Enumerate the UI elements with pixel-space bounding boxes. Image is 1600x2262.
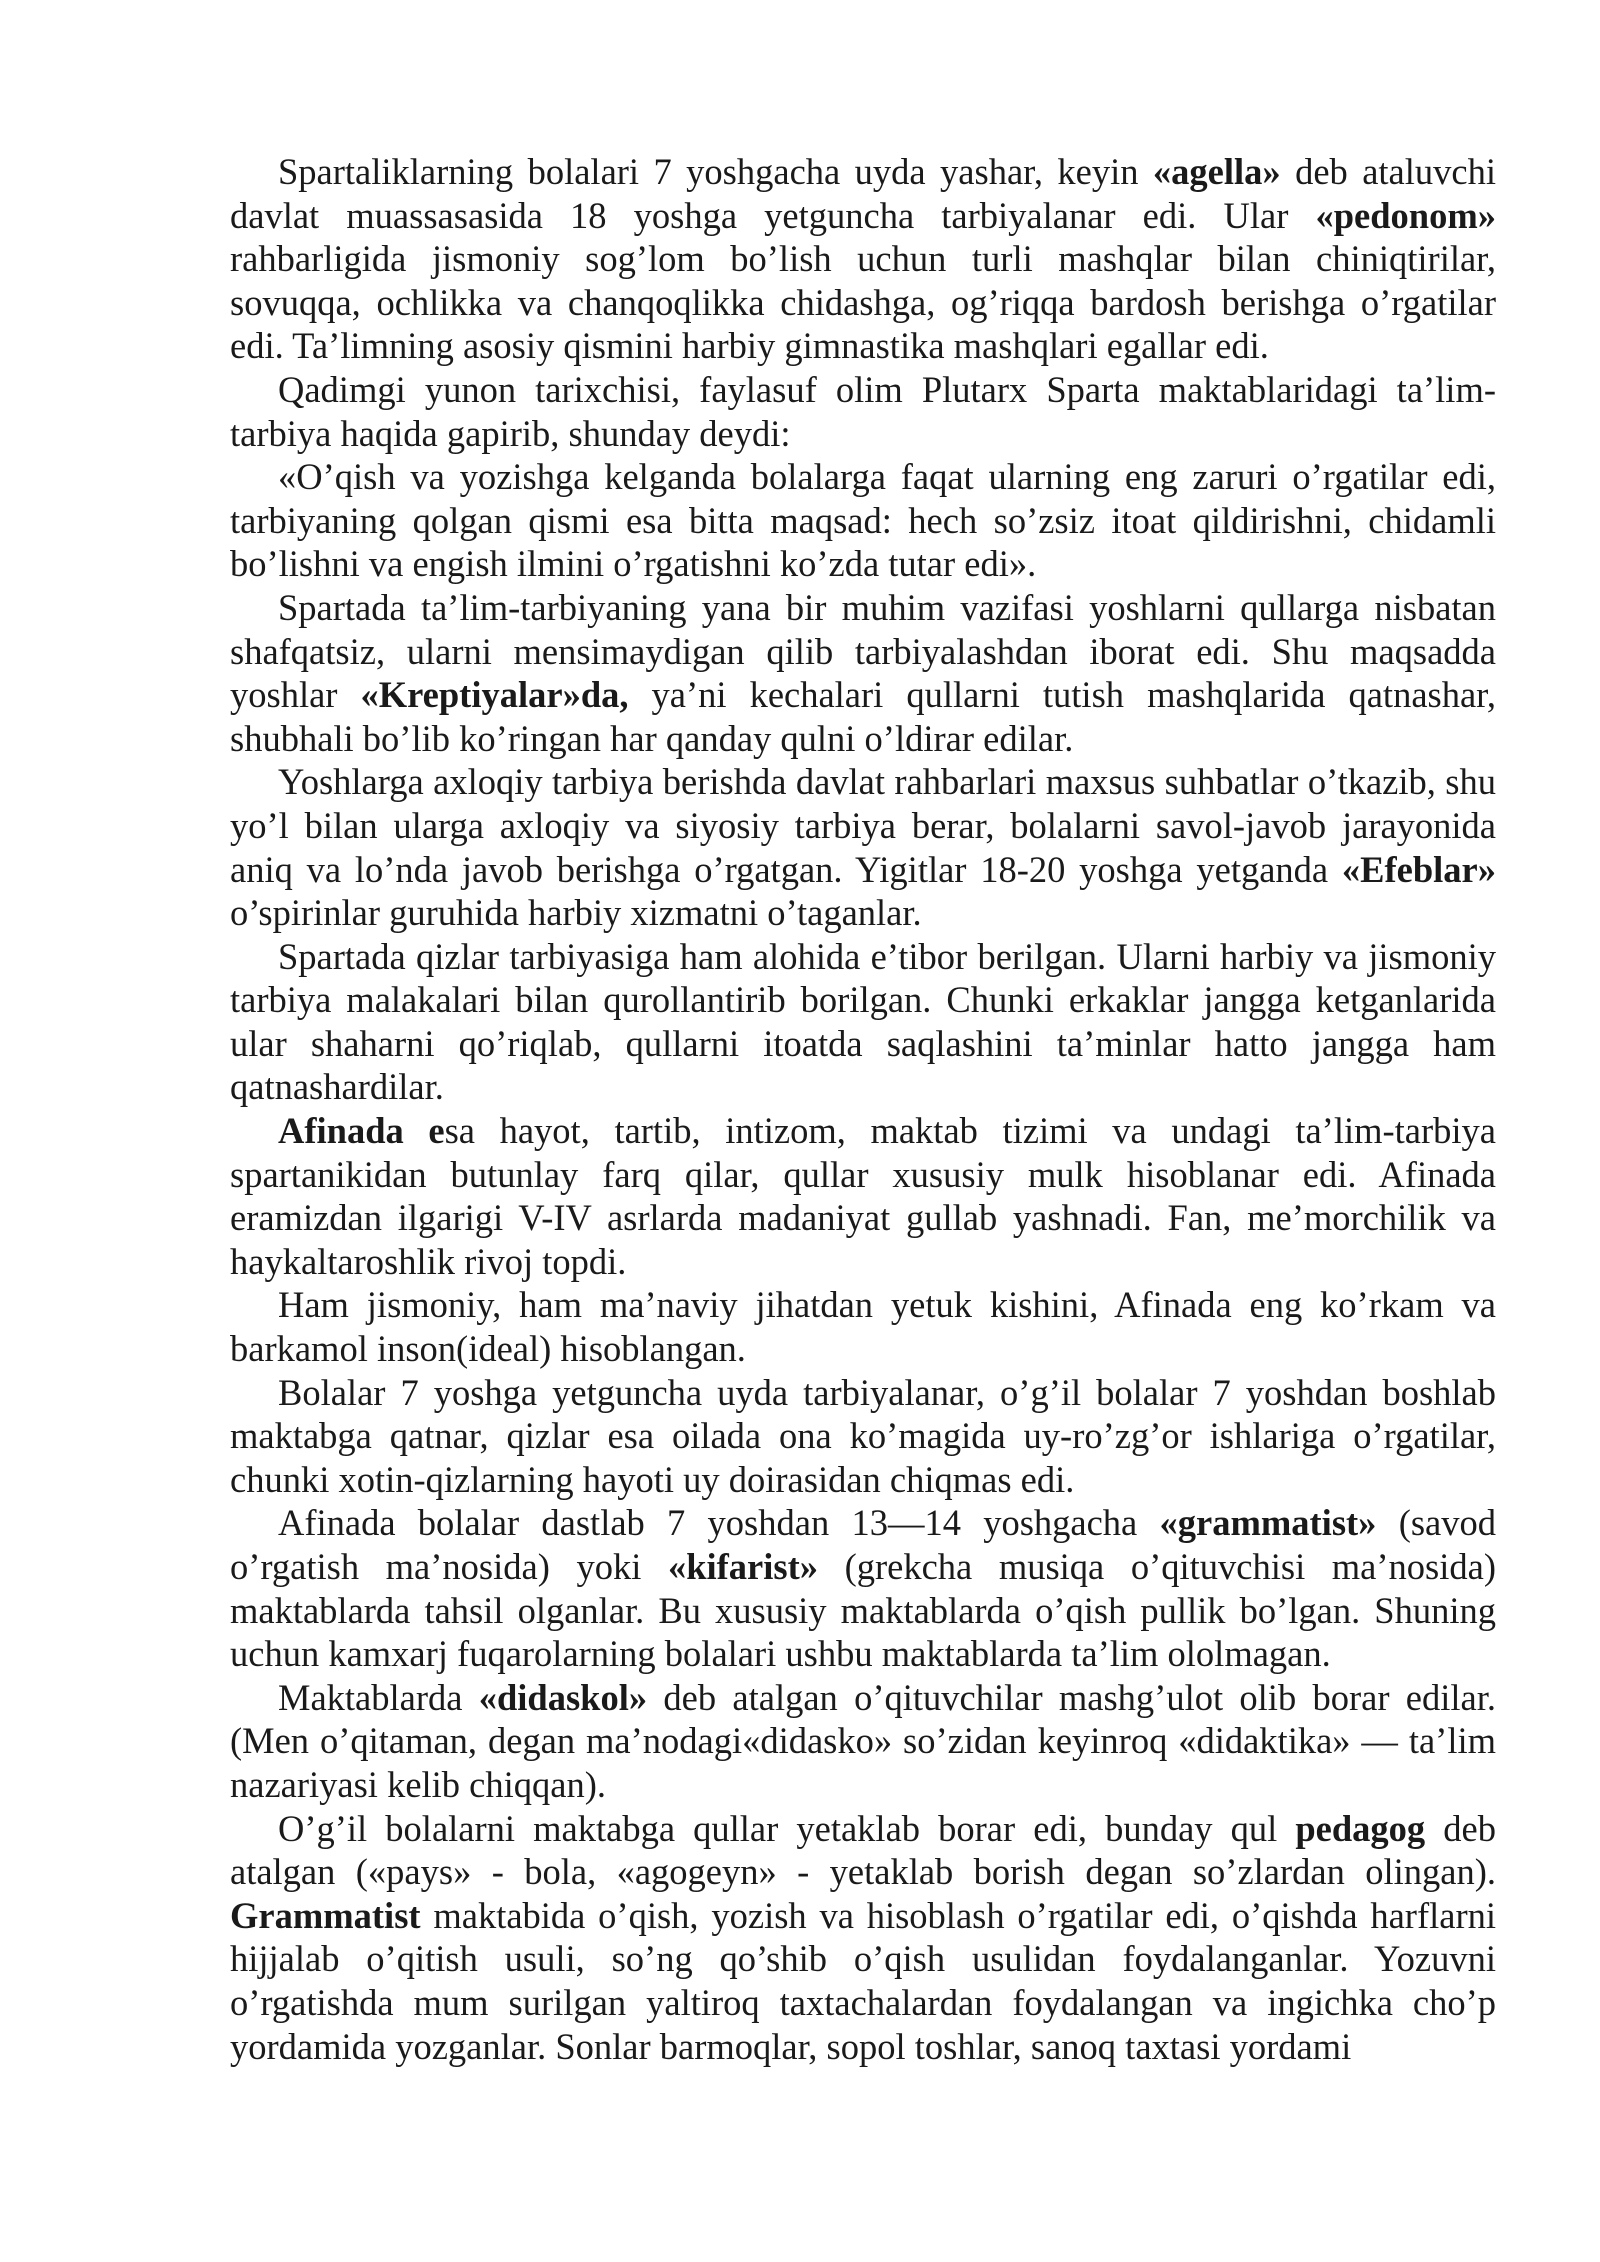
paragraph-plutarx-intro (230, 368, 1496, 455)
text-run: Ham jismoniy, ham ma’naviy jihatdan yetuk kishini, Afinada eng ko’rkam va barkamol inson(ideal) hisoblangan. (230, 1284, 1496, 1370)
paragraph-afinada (230, 1109, 1496, 1283)
term-didaskol: «didaskol» (478, 1676, 648, 1718)
document-page (230, 150, 1496, 2068)
text-run: Afinada bolalar dastlab 7 yoshdan 13—14 yoshgacha (278, 1502, 1160, 1544)
text-run: Maktablarda (278, 1676, 479, 1718)
text-run: Bolalar 7 yoshga yetguncha uyda tarbiyalanar, o’g’il bolalar 7 yoshdan boshlab maktabga qatnar, qizlar esa oilada ona ko’magida uy-ro’zg’or ishlariga o’rgatilar, chunki xotin-qizlarning hayoti uy doirasidan chiqmas edi. (230, 1371, 1496, 1500)
text-run: «O’qish va yozishga kelganda bolalarga faqat ularning eng zaruri o’rgatilar edi, tarbiyaning qolgan qismi esa bitta maqsad: hech so’zsiz itoat qildirishni, chidamli bo’lishni va engish ilmini o’rgatishni ko’zda tutar edi». (230, 456, 1496, 585)
term-grammatist-school: Grammatist (230, 1894, 421, 1936)
paragraph-plutarx-quote (230, 455, 1496, 586)
term-efeblar: «Efeblar» (1341, 848, 1496, 890)
text-run: O’g’il bolalarni maktabga qullar yetaklab borar edi, bunday qul (278, 1807, 1296, 1849)
text-run: deb atalgan («pays» - bola, «agogeyn» - yetaklab borish degan so’zlardan olingan). (230, 1807, 1496, 1893)
text-run: ya’ni kechalari qullarni tutish mashqlarida qatnashar, shubhali bo’lib ko’ringan har qanday qulni o’ldirar edilar. (230, 674, 1497, 759)
term-pedonom: «pedonom» (1315, 194, 1496, 236)
text-run: Spartada ta’lim-tarbiyaning yana bir muhim vazifasi yoshlarni qullarga nisbatan shafqatsiz, ularni mensimaydigan qilib tarbiyalashdan iborat edi. Shu maqsadda yoshlar (230, 586, 1496, 716)
term-kreptiyalar: «Kreptiyalar»da, (360, 674, 629, 716)
text-run: Spartada qizlar tarbiyasiga ham alohida e’tibor berilgan. Ularni harbiy va jismoniy tarbiya malakalari bilan qurollantirib borilgan. Chunki erkaklar jangga ketganlarida ular shaharni qo’riqlab, qullarni itoatda saqlashini ta’minlar hatto jangga ham qatnashardilar. (230, 935, 1496, 1108)
paragraph-grammatist-kifarist (230, 1501, 1496, 1675)
paragraph-sparta-girls (230, 935, 1496, 1109)
text-run: deb atalgan o’qituvchilar mashg’ulot olib borar edilar. (Men o’qitaman, degan ma’nodagi«didasko» so’zidan keyinroq «didaktika» — ta’lim nazariyasi kelib chiqqan). (230, 1676, 1496, 1805)
text-run: deb ataluvchi davlat muassasasida 18 yoshga yetguncha tarbiyalanar edi. Ular (230, 151, 1496, 236)
term-agella: «agella» (1152, 151, 1281, 192)
term-afinada: Afinada e (278, 1110, 445, 1152)
term-pedagog: pedagog (1295, 1807, 1426, 1849)
text-run: sa hayot, tartib, intizom, maktab tizimi va undagi ta’lim-tarbiya spartanikidan butunlay farq qilar, qullar xususiy mulk hisoblanar edi. Afinada eramizdan ilgarigi V-IV asrlarda madaniyat gullab yashnadi. Fan, me’morchilik va haykaltaroshlik rivoj topdi. (230, 1110, 1496, 1282)
term-grammatist: «grammatist» (1159, 1502, 1377, 1544)
paragraph-pedagog (230, 1807, 1496, 2069)
text-run: Yoshlarga axloqiy tarbiya berishda davlat rahbarlari maxsus suhbatlar o’tkazib, shu yo’l bilan ularga axloqiy va siyosiy tarbiya berar, bolalarni savol-javob jarayonida aniq va lo’nda javob berishga o’rgatgan. Yigitlar 18-20 yoshga yetganda (230, 761, 1496, 890)
paragraph-didaskol (230, 1676, 1496, 1807)
text-run: rahbarligida jismoniy sog’lom bo’lish uchun turli mashqlar bilan chiniqtirilar, sovuqqa, ochlikka va chanqoqlikka chidashga, og’riqqa bardosh berishga o’rgatilar edi. Ta’limning asosiy qismini harbiy gimnastika mashqlari egallar edi. (230, 238, 1496, 367)
text-run: o’spirinlar guruhida harbiy xizmatni o’taganlar. (230, 892, 922, 934)
paragraph-kreptiyalar (230, 586, 1496, 760)
paragraph-ideal-person (230, 1283, 1496, 1370)
paragraph-sparta-children (230, 150, 1496, 368)
text-run: Qadimgi yunon tarixchisi, faylasuf olim Plutarx Sparta maktablaridagi ta’lim-tarbiya haqida gapirib, shunday deydi: (230, 368, 1496, 454)
text-run: (grekcha musiqa o’qituvchisi ma’nosida) maktablarda tahsil olganlar. Bu xususiy maktablarda o’qish pullik bo’lgan. Shuning uchun kamxarj fuqarolarning bolalari ushbu maktablarda ta’lim ololmagan. (230, 1546, 1496, 1675)
text-run: (savod o’rgatish ma’nosida) yoki (230, 1502, 1496, 1587)
paragraph-children-school (230, 1371, 1496, 1502)
term-kifarist: «kifarist» (667, 1546, 818, 1587)
paragraph-moral-education (230, 760, 1496, 934)
text-run: maktabida o’qish, yozish va hisoblash o’rgatilar edi, o’qishda harflarni hijjalab o’qitish usuli, so’ng qo’shib o’qish usulidan foydalanganlar. Yozuvni o’rgatishda mum surilgan yaltiroq taxtachalardan foydalangan va ingichka cho’p yordamida yozganlar. Sonlar barmoqlar, sopol toshlar, sanoq taxtasi yordami (230, 1894, 1496, 2067)
text-run: Spartaliklarning bolalari 7 yoshgacha uyda yashar, keyin (278, 151, 1153, 192)
